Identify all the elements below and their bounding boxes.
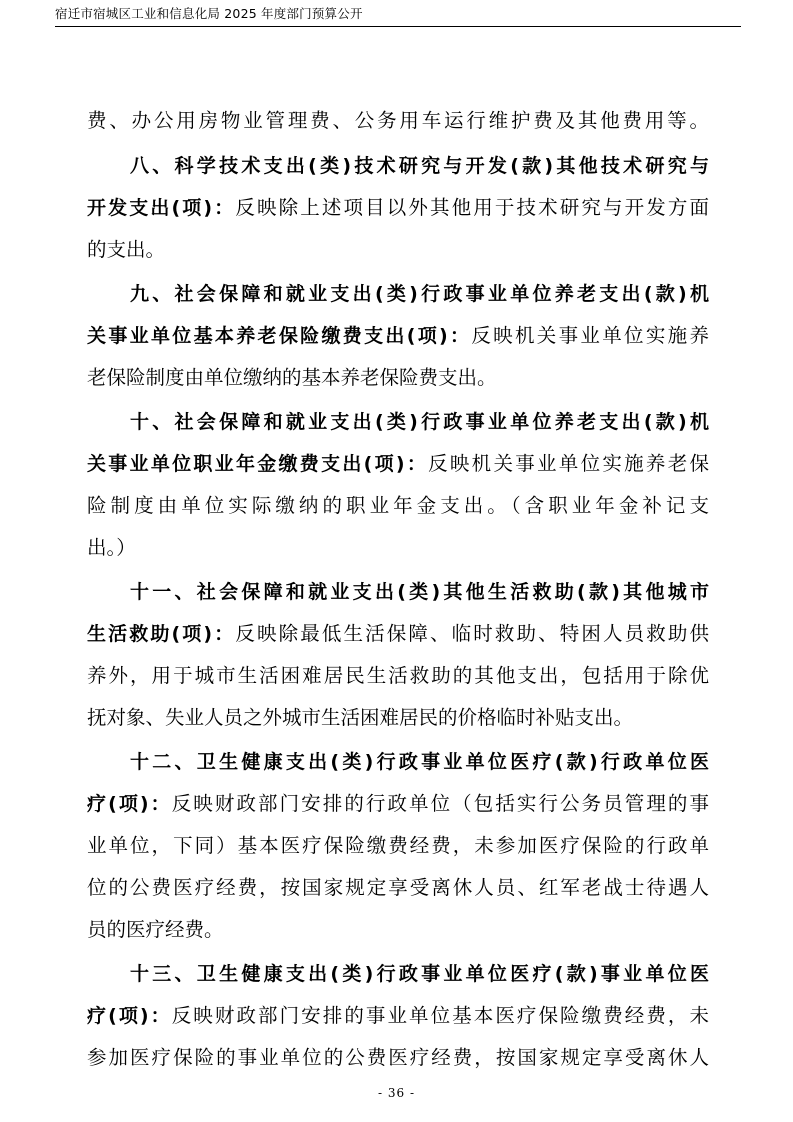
bold-heading-text: 九、社会保障和就业支出(类)行政事业单位养老支出(款)机 <box>130 283 709 305</box>
body-text-run: 养外，用于城市生活困难居民生活救助的其他支出，包括用于除优 <box>87 664 709 687</box>
paragraph-line <box>87 443 709 485</box>
paragraph-line <box>87 655 709 697</box>
body-text-run: 抚对象、失业人员之外城市生活困难居民的价格临时补贴支出。 <box>87 706 634 729</box>
bold-heading-text: 关事业单位职业年金缴费支出(项)： <box>87 453 429 475</box>
bold-heading-text: 开发支出(项)： <box>87 197 236 219</box>
paragraph-line <box>87 145 709 187</box>
paragraph-line <box>87 273 709 315</box>
body-text-run: 的支出。 <box>87 238 166 261</box>
body-text-run: 反映机关事业单位实施养老保 <box>428 452 709 475</box>
paragraph-line <box>87 100 709 142</box>
body-text-run: 反映除最低生活保障、临时救助、特困人员救助供 <box>235 622 709 645</box>
bold-heading-text: 十三、卫生健康支出(类)行政事业单位医疗(款)事业单位医 <box>130 963 709 985</box>
body-text-run: 出。） <box>87 536 136 559</box>
bold-heading-text: 疗(项)： <box>87 1005 172 1027</box>
body-text-run: 老保险制度由单位缴纳的基本养老保险费支出。 <box>87 366 497 389</box>
document-body <box>87 100 709 1079</box>
body-text-run: 费、办公用房物业管理费、公务用车运行维护费及其他费用等。 <box>87 109 709 132</box>
paragraph-line <box>87 825 709 867</box>
paragraph-line <box>87 571 709 613</box>
paragraph-line <box>87 485 709 527</box>
paragraph-line <box>87 357 709 399</box>
body-text-run: 参加医疗保险的事业单位的公费医疗经费，按国家规定享受离休人 <box>87 1046 709 1069</box>
paragraph-line <box>87 953 709 995</box>
body-text-run: 反映除上述项目以外其他用于技术研究与开发方面 <box>235 196 709 219</box>
bold-heading-text: 疗(项)： <box>87 793 172 815</box>
paragraph-line <box>87 1037 709 1079</box>
paragraph-line <box>87 995 709 1037</box>
body-text-run: 险制度由单位实际缴纳的职业年金支出。（含职业年金补记支 <box>87 494 709 517</box>
bold-heading-text: 十二、卫生健康支出(类)行政事业单位医疗(款)行政单位医 <box>130 751 709 773</box>
body-text-run: 位的公费医疗经费，按国家规定享受离休人员、红军老战士待遇人 <box>87 876 709 899</box>
body-text-run: 反映财政部门安排的事业单位基本医疗保险缴费经费，未 <box>171 1004 709 1027</box>
bold-heading-text: 八、科学技术支出(类)技术研究与开发(款)其他技术研究与 <box>130 155 709 177</box>
paragraph-line <box>87 697 709 739</box>
body-text-run: 反映财政部门安排的行政单位（包括实行公务员管理的事 <box>171 792 709 815</box>
paragraph-line <box>87 187 709 229</box>
bold-heading-text: 关事业单位基本养老保险缴费支出(项)： <box>87 325 472 347</box>
paragraph-line <box>87 401 709 443</box>
paragraph-line <box>87 315 709 357</box>
document-header-title: 宿迁市宿城区工业和信息化局 2025 年度部门预算公开 <box>55 6 363 21</box>
paragraph-line <box>87 909 709 951</box>
paragraph-line <box>87 867 709 909</box>
paragraph-line <box>87 527 709 569</box>
paragraph-line <box>87 783 709 825</box>
bold-heading-text: 生活救助(项)： <box>87 623 236 645</box>
body-text-run: 员的医疗经费。 <box>87 918 224 941</box>
paragraph-line <box>87 613 709 655</box>
body-text-run: 业单位，下同）基本医疗保险缴费经费，未参加医疗保险的行政单 <box>87 834 709 857</box>
bold-heading-text: 十一、社会保障和就业支出(类)其他生活救助(款)其他城市 <box>130 581 709 603</box>
paragraph-line <box>87 229 709 271</box>
header-divider <box>55 26 741 27</box>
bold-heading-text: 十、社会保障和就业支出(类)行政事业单位养老支出(款)机 <box>130 411 709 433</box>
page-number: - 36 - <box>377 1086 415 1100</box>
paragraph-line <box>87 741 709 783</box>
body-text-run: 反映机关事业单位实施养 <box>471 324 709 347</box>
